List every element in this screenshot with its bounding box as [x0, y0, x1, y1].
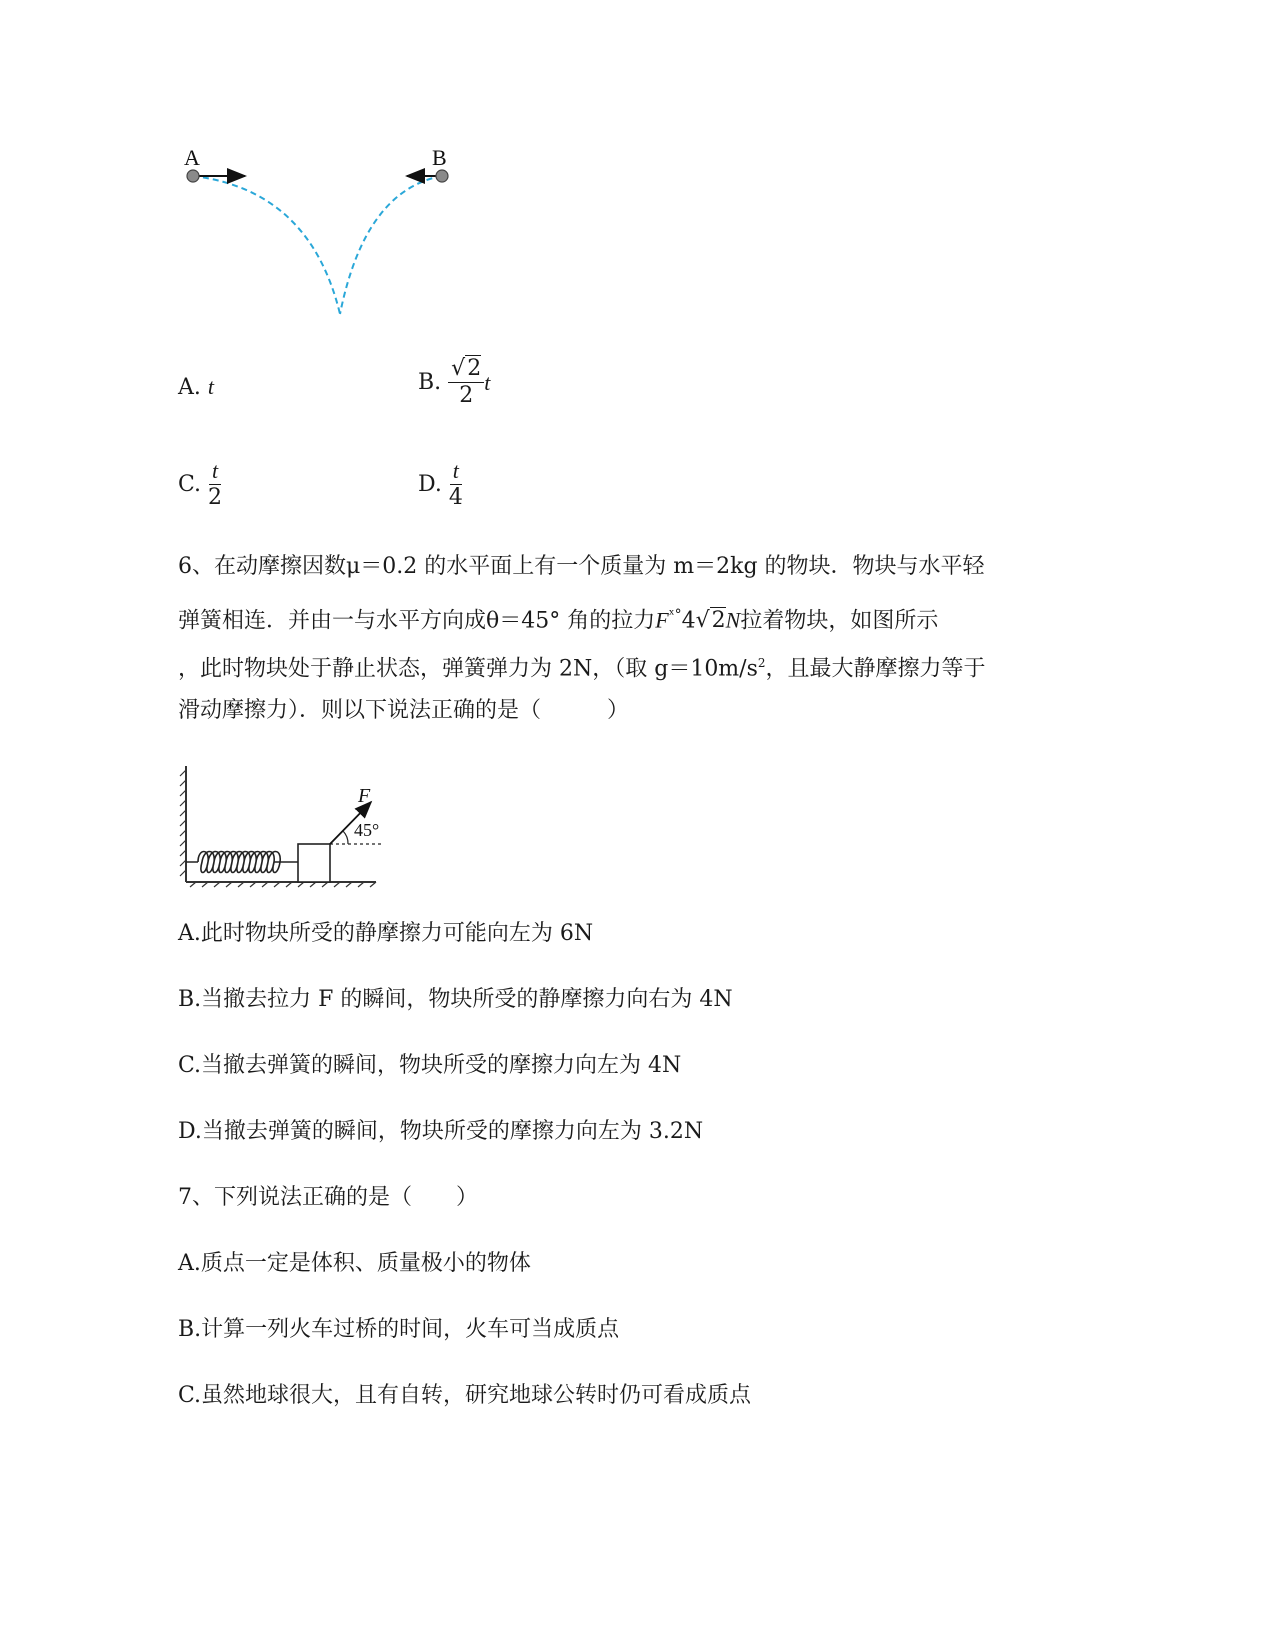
- block: [298, 844, 330, 882]
- spring-block-figure: [176, 760, 386, 890]
- q6-line-2: 弹簧相连．并由一与水平方向成θ＝45° 角的拉力$F^{ˣ^\circ}4√2N$拉着物块，如图所示: [178, 607, 939, 634]
- q5-option-c: C. $\frac{t}{2}$: [178, 458, 223, 510]
- spring: [186, 852, 298, 873]
- q7-option-b: B.计算一列火车过桥的时间，火车可当成质点: [178, 1317, 620, 1342]
- trajectory-figure: [170, 140, 470, 330]
- force-label: F: [358, 785, 371, 807]
- angle-label: 45°: [354, 820, 380, 840]
- q6-option-b: B.当撤去拉力 F 的瞬间，物块所受的静摩擦力向右为 4N: [178, 987, 733, 1012]
- q5-option-b: B. $\frac{√2}{2}$ t: [418, 356, 491, 408]
- fraction-t-over-2: $\frac{t}{2}$: [208, 458, 223, 510]
- q6-line-1: 6、在动摩擦因数μ＝0.2 的水平面上有一个质量为 m＝2kg 的物块．物块与水平轻: [178, 554, 985, 579]
- trajectory-a: [193, 176, 340, 314]
- trajectory-b: [340, 176, 442, 314]
- q6-option-d: D.当撤去弹簧的瞬间，物块所受的摩擦力向左为 3.2N: [178, 1119, 704, 1144]
- label-b: B: [432, 145, 447, 170]
- ball-a: [187, 170, 199, 182]
- q6-line-4: 滑动摩擦力）．则以下说法正确的是（ ）: [178, 698, 630, 723]
- fraction-t-over-4: $\frac{t}{4}$: [448, 458, 463, 510]
- q7-option-a: A.质点一定是体积、质量极小的物体: [178, 1251, 531, 1276]
- q6-option-c: C.当撤去弹簧的瞬间，物块所受的摩擦力向左为 4N: [178, 1053, 682, 1078]
- q7-stem: 7、下列说法正确的是（ ）: [178, 1185, 478, 1210]
- label-a: A: [184, 145, 200, 170]
- q5-option-d: D. $\frac{t}{4}$: [418, 458, 463, 510]
- ground: [186, 882, 376, 887]
- q6-option-a: A.此时物块所受的静摩擦力可能向左为 6N: [178, 921, 594, 946]
- wall: [180, 766, 186, 882]
- q7-option-c: C.虽然地球很大，且有自转，研究地球公转时仍可看成质点: [178, 1383, 752, 1408]
- fraction-sqrt2-over-2: $\frac{√2}{2}$: [448, 356, 484, 409]
- ball-b: [436, 170, 448, 182]
- q6-line-3: ，此时物块处于静止状态，弹簧弹力为 2N，（取 $g=10m/s^2$，且最大静摩擦力等于: [178, 656, 986, 682]
- q5-option-a: A. t: [178, 374, 215, 400]
- angle-arc: [343, 831, 348, 844]
